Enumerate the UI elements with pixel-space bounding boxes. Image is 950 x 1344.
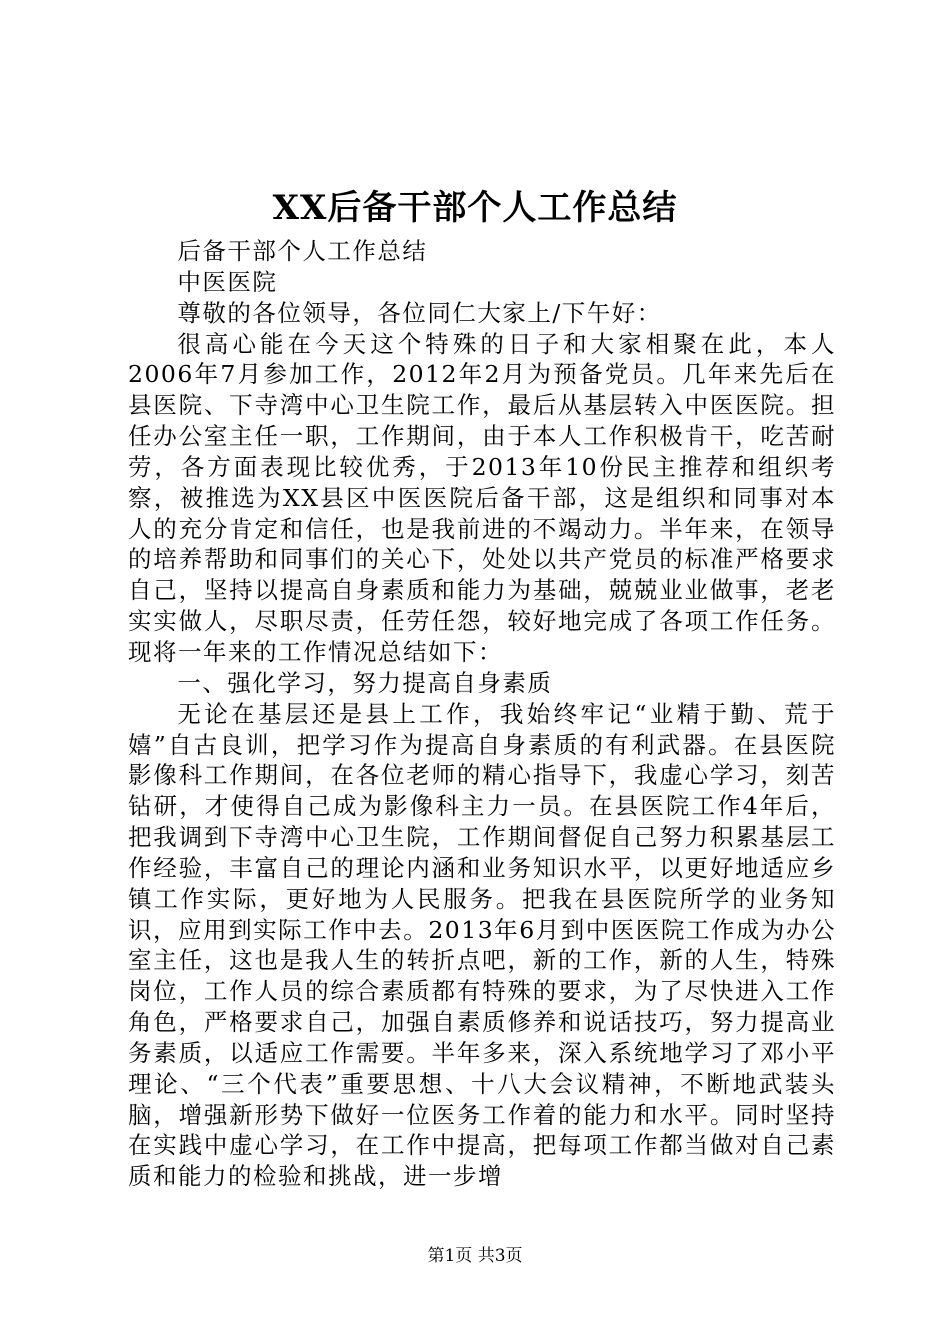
paragraph-organization: 中医医院 xyxy=(177,267,278,296)
document-body xyxy=(128,236,836,1192)
paragraph-greeting: 尊敬的各位领导，各位同仁大家上/下午好： xyxy=(177,298,662,327)
paragraph-learning: 无论在基层还是县上工作，我始终牢记“业精于勤、荒于嬉”自古良训，把学习作为提高自身素质的有利武器。在县医院影像科工作期间，在各位老师的精心指导下，我虚心学习，刻苦钻研，才使得自己成为影像科主力一员。在县医院工作4年后，把我调到下寺湾中心卫生院，工作期间督促自己努力积累基层工作经验，丰富自己的理论内涵和业务知识水平，以更好地适应乡镇工作实际，更好地为人民服务。把我在县医院所学的业务知识，应用到实际工作中去。2013年6月到中医医院工作成为办公室主任，这也是我人生的转折点吧，新的工作，新的人生，特殊岗位，工作人员的综合素质都有特殊的要求，为了尽快进入工作角色，严格要求自己，加强自素质修养和说话技巧，努力提高业务素质，以适应工作需要。半年多来，深入系统地学习了邓小平理论、“三个代表”重要思想、十八大会议精神，不断地武装头脑，增强新形势下做好一位医务工作着的能力和水平。同时坚持在实践中虚心学习，在工作中提高，把每项工作都当做对自己素质和能力的检验和挑战，进一步增 xyxy=(128,699,836,1191)
page-number-footer: 第1页 共3页 xyxy=(427,1246,523,1266)
paragraph-subtitle: 后备干部个人工作总结 xyxy=(177,237,428,265)
section-heading-learning: 一、强化学习，努力提高自身素质 xyxy=(177,668,553,697)
document-title: XX后备干部个人工作总结 xyxy=(272,188,678,228)
paragraph-introduction: 很高心能在今天这个特殊的日子和大家相聚在此，本人2006年7月参加工作，2012年2月为预备党员。几年来先后在县医院、下寺湾中心卫生院工作，最后从基层转入中医医院。担任办公室主任一职，工作期间，由于本人工作积极肯干，吃苦耐劳，各方面表现比较优秀，于2013年10份民主推荐和组织考察，被推选为XX县区中医医院后备干部，这是组织和同事对本人的充分肯定和信任，也是我前进的不竭动力。半年来，在领导的培养帮助和同事们的关心下，处处以共产党员的标准严格要求自己，坚持以提高自身素质和能力为基础，兢兢业业做事，老老实实做人，尽职尽责，任劳任怨，较好地完成了各项工作任务。现将一年来的工作情况总结如下： xyxy=(128,329,836,666)
